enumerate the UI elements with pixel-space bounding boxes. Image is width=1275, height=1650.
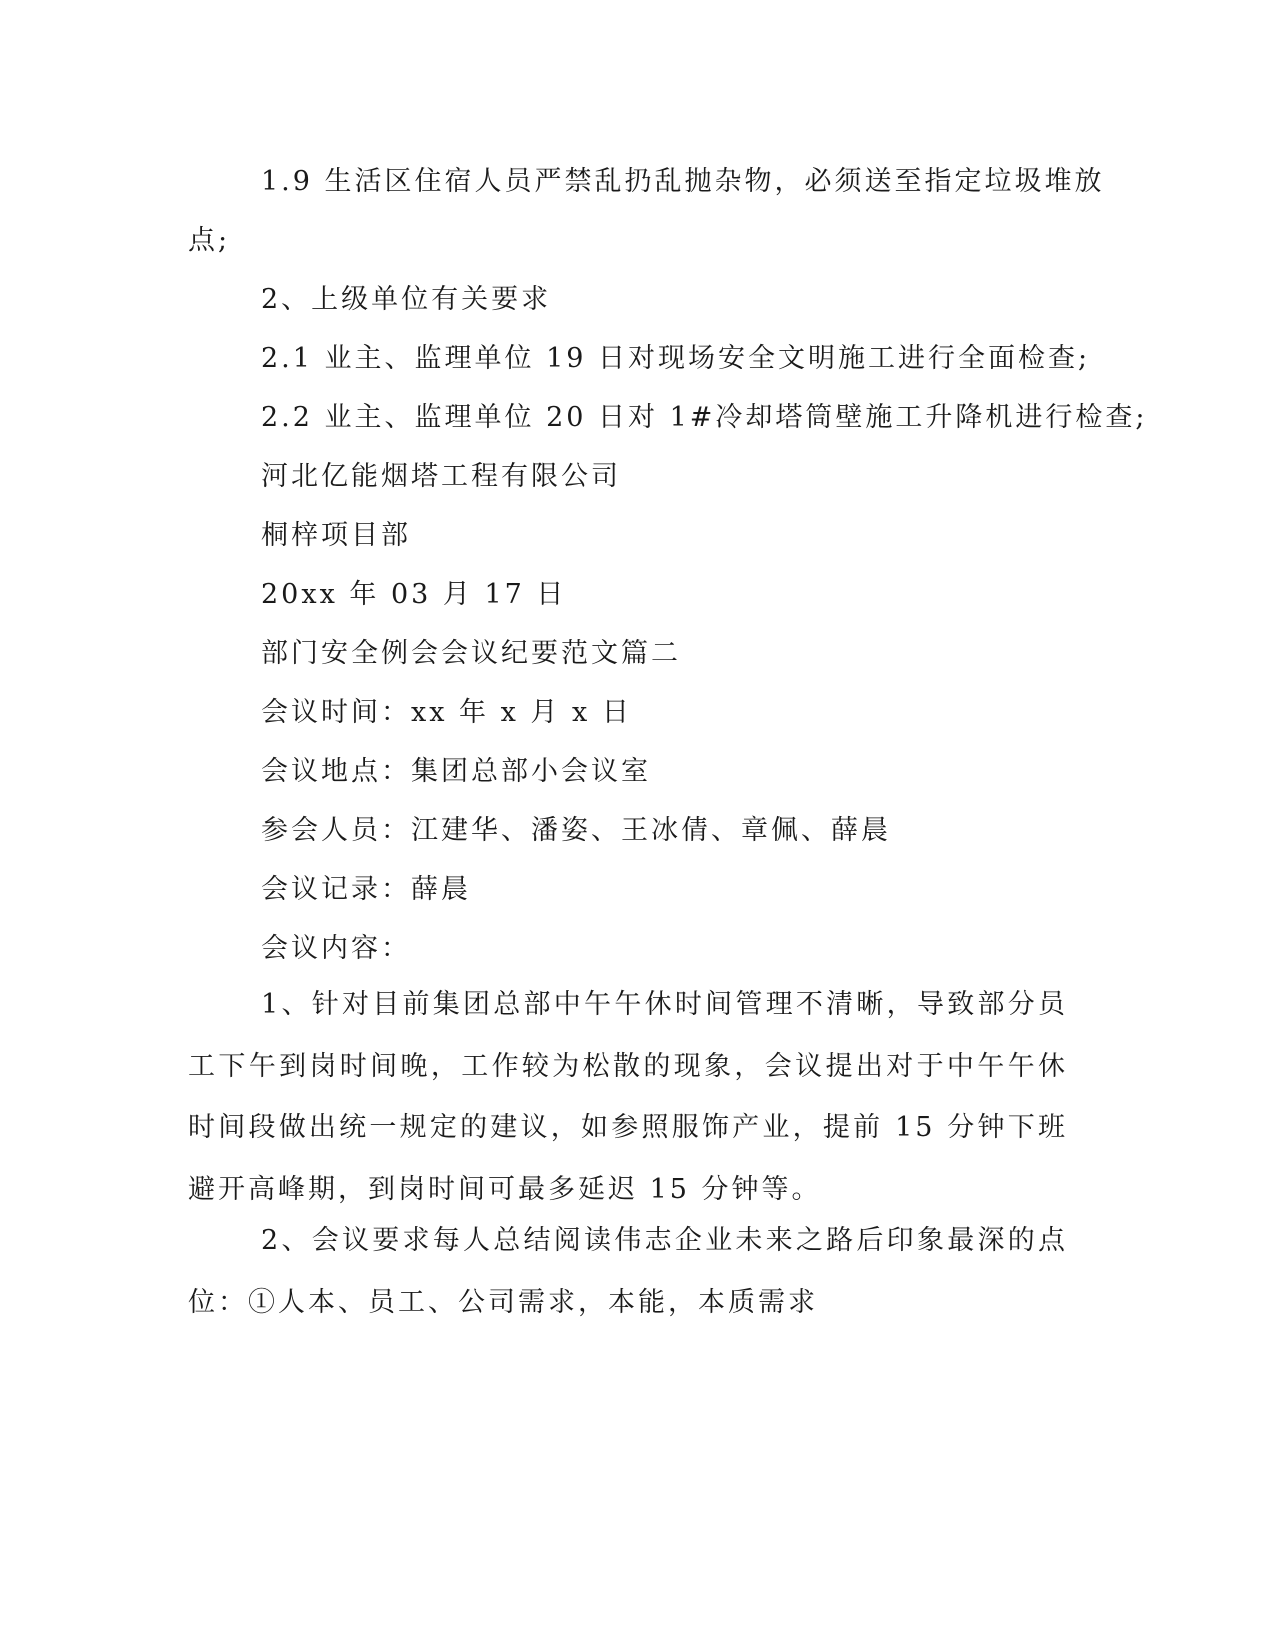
meeting-time: 会议时间：xx 年 x 月 x 日 <box>261 697 632 728</box>
text-line-1-9-cont: 点; <box>188 225 231 256</box>
text-line-2-1: 2.1 业主、监理单位 19 日对现场安全文明施工进行全面检查; <box>261 343 1091 374</box>
meeting-attendees: 参会人员：江建华、潘姿、王冰倩、章佩、薛晨 <box>261 815 891 846</box>
section-heading-2: 2、上级单位有关要求 <box>261 284 552 315</box>
text-line-2-2: 2.2 业主、监理单位 20 日对 1#冷却塔筒壁施工升降机进行检查; <box>261 402 1148 433</box>
meeting-location: 会议地点：集团总部小会议室 <box>261 756 651 787</box>
department-name: 桐梓项目部 <box>261 520 411 551</box>
content-item-2: 2、会议要求每人总结阅读伟志企业未来之路后印象最深的点位：①人本、员工、公司需求，本能，本质需求 <box>188 1225 1068 1318</box>
meeting-content-label: 会议内容： <box>261 933 411 964</box>
meeting-recorder: 会议记录：薛晨 <box>261 874 471 905</box>
company-name: 河北亿能烟塔工程有限公司 <box>261 461 621 492</box>
document-date: 20xx 年 03 月 17 日 <box>261 579 567 610</box>
section-title: 部门安全例会会议纪要范文篇二 <box>261 638 681 669</box>
content-item-1: 1、针对目前集团总部中午午休时间管理不清晰，导致部分员工下午到岗时间晚，工作较为松散的现象，会议提出对于中午午休时间段做出统一规定的建议，如参照服饰产业，提前 15 分钟下班避开高峰期，到岗时间可最多延迟 15 分钟等。 <box>188 989 1068 1205</box>
text-line-1-9: 1.9 生活区住宿人员严禁乱扔乱抛杂物，必须送至指定垃圾堆放 <box>261 166 1105 197</box>
